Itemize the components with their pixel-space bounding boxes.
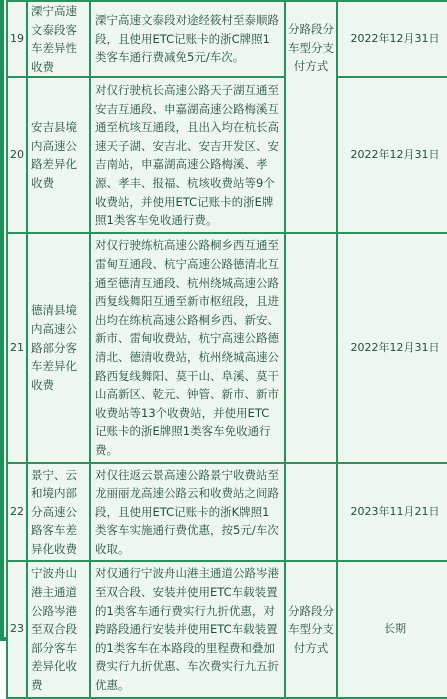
table-row bbox=[7, 77, 447, 233]
table-row bbox=[7, 233, 447, 462]
row-number: 21 bbox=[7, 233, 27, 462]
policy-name: 安吉县境内高速公路差异化收费 bbox=[27, 77, 90, 233]
row-number: 20 bbox=[7, 77, 27, 233]
row-number: 19 bbox=[7, 1, 27, 77]
policy-name: 景宁、云和境内部分高速公路客车差异化收费 bbox=[27, 463, 90, 562]
policy-name: 宁波舟山港主通道公路岑港至双合段部分客车差异化收费 bbox=[27, 561, 90, 697]
policy-name: 溧宁高速文泰段客车差异性收费 bbox=[27, 1, 90, 77]
policy-description: 对仅通行宁波舟山港主通道公路岑港至双合段、安装并使用ETC车载装置的1类客车通行费实行九折优惠，对跨路段通行安装并使用ETC车载装置的1类客车在本路段的里程费和叠加费实行九折优惠、车次费实行九五折优惠。 bbox=[90, 561, 285, 697]
expiry-date: 2022年12月31日 bbox=[337, 233, 447, 462]
policy-description: 对仅行驶杭长高速公路天子湖互通至安吉互通段、申嘉湖高速公路梅溪互通至杭垓互通段，且出入均在杭长高速天子湖、安吉北、安吉开发区、安吉南站，申嘉湖高速公路梅溪、孝源、孝丰、报福、杭垓收费站等9个收费站，并使用ETC记账卡的浙E牌照1类客车免收通行费。 bbox=[90, 77, 285, 233]
table-row bbox=[7, 463, 447, 562]
expiry-date: 2023年11月21日 bbox=[337, 463, 447, 562]
policy-description: 对仅行驶练杭高速公路桐乡西互通至雷甸互通段、杭宁高速公路德清北互通至德清互通段、杭州绕城高速公路西复线舞阳互通至新市枢纽段，且进出均在练杭高速公路桐乡西、新安、新市、雷甸收费站，杭宁高速公路德清北、德清收费站，杭州绕城高速公路西复线舞阳、莫干山、阜溪、莫干山高新区、乾元、钟管、新市、新市收费站等13个收费站，并使用ETC记账卡的浙E牌照1类客车免收通行费。 bbox=[90, 233, 285, 462]
charging-mode: 分路段分车型分支付方式 bbox=[285, 1, 337, 233]
charging-mode-blank bbox=[285, 233, 337, 462]
charging-mode: 分路段分车型分支付方式 bbox=[285, 561, 337, 697]
expiry-date: 2022年12月31日 bbox=[337, 77, 447, 233]
table-row bbox=[7, 561, 447, 697]
policy-name: 德清县境内高速公路部分客车差异化收费 bbox=[27, 233, 90, 462]
expiry-date: 长期 bbox=[337, 561, 447, 697]
table-row bbox=[7, 1, 447, 77]
toll-discount-table bbox=[6, 0, 447, 699]
row-number: 23 bbox=[7, 561, 27, 697]
row-number: 22 bbox=[7, 463, 27, 562]
policy-description: 溧宁高速文泰段对途经筱村至泰顺路段，且使用ETC记账卡的浙C牌照1类客车通行费减免5元/车次。 bbox=[90, 1, 285, 77]
expiry-date: 2022年12月31日 bbox=[337, 1, 447, 77]
policy-description: 对仅往返云景高速公路景宁收费站至龙丽丽龙高速公路云和收费站之间路段，且使用ETC记账卡的浙K牌照1类客车实施通行费优惠，按5元/车次收取。 bbox=[90, 463, 285, 562]
charging-mode-blank bbox=[285, 463, 337, 562]
